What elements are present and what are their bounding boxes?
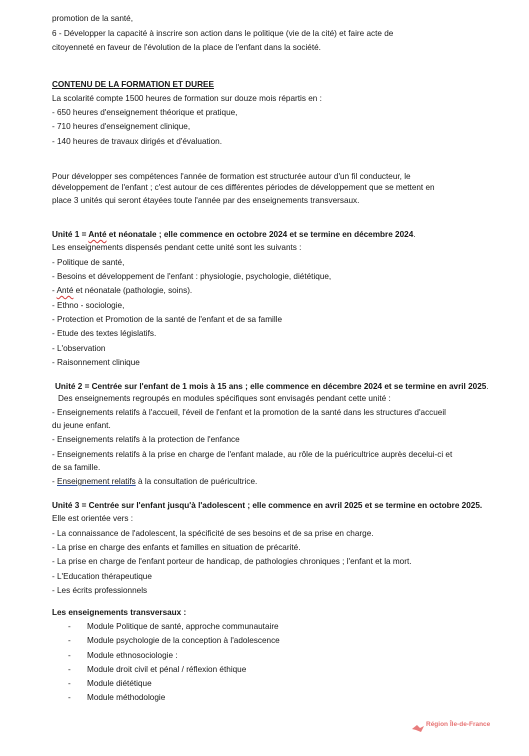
unite1-item: - Raisonnement clinique <box>52 358 140 367</box>
unite1-item: - L'observation <box>52 344 106 353</box>
unite2-item: - Enseignements relatifs à la prise en charge de l'enfant malade, au rôle de la puéricultrice auprès decelui-ci et <box>52 450 453 459</box>
transversaux-heading: Les enseignements transversaux : <box>52 608 187 617</box>
dev-line: place 3 unités qui seront étayées toute l'année par des enseignements transversaux. <box>52 196 360 205</box>
module-item: - Module diététique <box>68 679 152 688</box>
spellcheck-word: Anté <box>88 230 107 239</box>
intro-line: promotion de la santé, <box>52 14 134 23</box>
spellcheck-word: Anté <box>56 286 74 295</box>
dev-line: développement de l'enfant ; c'est autour de ces différentes périodes de développement que se mettent en <box>52 183 435 192</box>
module-item: - Module droit civil et pénal / réflexion éthique <box>68 665 247 674</box>
intro-line: 6 - Développer la capacité à inscrire son action dans le politique (vie de la cité) et faire acte de <box>52 29 394 38</box>
unite2-item-cont: du jeune enfant. <box>52 421 111 430</box>
unite1-item: - Anté et néonatale (pathologie, soins). <box>52 286 193 295</box>
unite2-item: - Enseignement relatifs à la consultation de puéricultrice. <box>52 477 258 486</box>
module-item: - Module psychologie de la conception à l'adolescence <box>68 636 280 645</box>
unite2-item-cont: de sa famille. <box>52 463 101 472</box>
unite3-item: - La prise en charge de l'enfant porteur de handicap, de pathologies chroniques ; l'enfant et la mort. <box>52 557 412 566</box>
hours-item: - 140 heures de travaux dirigés et d'évaluation. <box>52 137 222 146</box>
region-logo <box>412 722 492 736</box>
unite1-item: - Ethno - sociologie, <box>52 301 125 310</box>
unite1-item: - Etude des textes législatifs. <box>52 329 157 338</box>
region-logo-text: Région Île-de-France <box>426 721 491 728</box>
intro-line: citoyenneté en faveur de l'évolution de la place de l'enfant dans la société. <box>52 43 321 52</box>
unite3-item: - La prise en charge des enfants et familles en situation de précarité. <box>52 543 301 552</box>
hours-item: - 710 heures d'enseignement clinique, <box>52 122 191 131</box>
underlined-phrase: Enseignement relatifs <box>57 477 136 486</box>
unite2-item: - Enseignements relatifs à l'accueil, l'éveil de l'enfant et la promotion de la santé dans les structures d'accueil <box>52 408 447 417</box>
module-item: - Module ethnosociologie : <box>68 651 178 660</box>
unite1-item: - Politique de santé, <box>52 258 125 267</box>
unite3-item: - La connaissance de l'adolescent, la spécificité de ses besoins et de sa prise en charge. <box>52 529 374 538</box>
module-item: - Module méthodologie <box>68 693 166 702</box>
dev-line: Pour développer ses compétences l'année de formation est structurée autour d'un fil conducteur, le <box>52 172 411 181</box>
hours-item: - 650 heures d'enseignement théorique et pratique, <box>52 108 238 117</box>
unite3-intro: Elle est orientée vers : <box>52 514 134 523</box>
unite3-item: - L'Education thérapeutique <box>52 572 152 581</box>
scolarite-line: La scolarité compte 1500 heures de formation sur douze mois répartis en : <box>52 94 322 103</box>
unite3-title: Unité 3 = Centrée sur l'enfant jusqu'à l'adolescent ; elle commence en avril 2025 et se termine en octobre 2025. <box>52 501 483 510</box>
unite1-intro: Les enseignements dispensés pendant cette unité sont les suivants : <box>52 243 302 252</box>
unite1-item: - Besoins et développement de l'enfant : physiologie, psychologie, diététique, <box>52 272 332 281</box>
unite2-title: Unité 2 = Centrée sur l'enfant de 1 mois à 15 ans ; elle commence en décembre 2024 et se termine en avril 2025. <box>55 382 489 391</box>
region-logo-icon <box>412 724 424 733</box>
unite1-title: Unité 1 = Anté et néonatale ; elle commence en octobre 2024 et se termine en décembre 2024. <box>52 230 416 239</box>
module-item: - Module Politique de santé, approche communautaire <box>68 622 279 631</box>
unite3-item: - Les écrits professionnels <box>52 586 148 595</box>
unite2-intro: Des enseignements regroupés en modules spécifiques sont envisagés pendant cette unité : <box>58 394 391 403</box>
unite1-item: - Protection et Promotion de la santé de l'enfant et de sa famille <box>52 315 283 324</box>
section-heading-contenu: CONTENU DE LA FORMATION ET DUREE <box>52 80 214 89</box>
unite2-item: - Enseignements relatifs à la protection de l'enfance <box>52 435 240 444</box>
